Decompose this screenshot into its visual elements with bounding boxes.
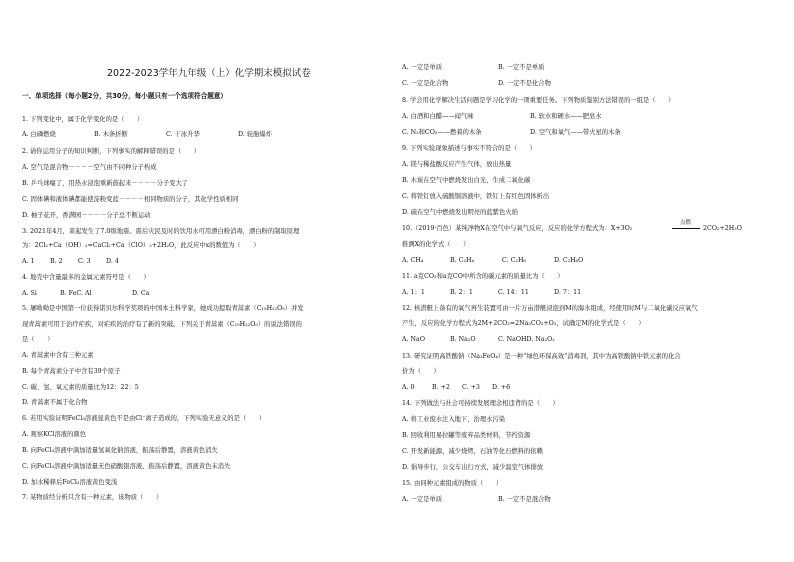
q14-option-b: B. 回收利用易拉罐等废弃品类材料，节约资源 bbox=[402, 432, 531, 439]
q15-option-b: B. 一定不是混合物 bbox=[498, 496, 551, 503]
q6-option-c: C. 向FeCl₃溶液中滴加适量无色硝酸银溶液，振荡后静置，溶液黄色未消失 bbox=[22, 463, 231, 470]
q13-option-a: A. 0 bbox=[402, 384, 415, 391]
question-13-line-2: 价为（ ） bbox=[402, 368, 440, 375]
q11-option-b: B. 2：1 bbox=[450, 289, 473, 296]
q9-option-b: B. 木炭在空气中燃烧发出白光，生成二氧化碳 bbox=[402, 177, 531, 184]
section-heading: 一、单项选择（每小题2分，共30分，每小题只有一个选项符合题意） bbox=[22, 92, 227, 100]
q2-option-d: D. 柚子花开，香满园－－－－分子总不断运动 bbox=[22, 212, 151, 219]
q2-option-c: C. 固体碘和液体碘都能使淀粉变蓝－－－－相同物质的分子，其化学性质相同 bbox=[22, 196, 239, 203]
q2-option-a: A. 空气是混合物－－－－空气由不同种分子构成 bbox=[22, 164, 157, 171]
q5-option-d: D. 青蒿素不属于化合物 bbox=[22, 399, 88, 406]
question-14: 14. 下列做法与社会可持续发展理念相违背的是（ ） bbox=[402, 400, 559, 407]
q14-option-c: C. 开发新能源，减少烧烤，石油等化石燃料的依赖 bbox=[402, 448, 543, 455]
q11-option-c: C. 14：11 bbox=[498, 289, 529, 296]
reaction-arrow-line bbox=[672, 228, 700, 229]
q12-option-b: B. Na₂O bbox=[450, 336, 476, 343]
question-10-line-2: 推测X的化学式（ ） bbox=[402, 241, 470, 248]
q13-option-b: B. +2 bbox=[432, 384, 450, 391]
question-11: 11. a克CO₂和a克CO中所含的碳元素的质量比为（ ） bbox=[402, 273, 564, 280]
question-3-line-1: 3. 2021年4月，莱起发生了7.0级地震。震后灾民及时的饮用水可用漂白粉消毒，漂白粉的制取原理 bbox=[22, 228, 300, 235]
q14-option-a: A. 将工业废水注入地下，治理水污染 bbox=[402, 416, 506, 423]
q3-option-c: C. 3 bbox=[78, 258, 91, 265]
q1-option-b: B. 木条折断 bbox=[94, 131, 128, 138]
q4-option-d: D. Ca bbox=[132, 290, 150, 297]
page-title: 2022-2023学年九年级（上）化学期末模拟试卷 bbox=[107, 68, 311, 79]
question-13-line-1: 13. 研究证明高铁酸钠（Na₂FeO₄）是一种“绿色环保高效”消毒剂，其中为高铁酸钠中铁元素的化合 bbox=[402, 353, 681, 360]
q7-option-d: D. 一定不是化合物 bbox=[498, 80, 551, 87]
reaction-condition: 点燃 bbox=[680, 220, 692, 226]
q12-option-a: A. NaO bbox=[402, 336, 425, 343]
q7-option-a: A. 一定是单质 bbox=[402, 64, 443, 71]
q3-option-a: A. 1 bbox=[22, 258, 35, 265]
question-1: 1. 下列变化中，属于化学变化的是（ ） bbox=[22, 116, 144, 123]
q10-option-a: A. CH₄ bbox=[402, 257, 424, 264]
q10-option-c: C. C₂H₆ bbox=[502, 257, 526, 264]
question-12-line-2: 产生，反应的化学方程式为2M+2CO₂=2Na₂CO₃+O₂，试确定M的化学式是（ ） bbox=[402, 320, 645, 327]
q3-option-d: D. 4 bbox=[106, 258, 119, 265]
q14-option-d: D. 倡导步行，公交车出行方式，减少温室气体排放 bbox=[402, 464, 544, 471]
q9-option-a: A. 镁与稀盐酸反应产生气体，放出热量 bbox=[402, 161, 512, 168]
q2-option-b: B. 乒乓球瘪了，用热水浸泡重新鼓起来－－－－分子变大了 bbox=[22, 180, 189, 187]
q7-option-b: B. 一定不是单质 bbox=[498, 64, 545, 71]
q11-option-a: A. 1：1 bbox=[402, 289, 425, 296]
q5-option-b: B. 每个青蒿素分子中含有39个原子 bbox=[22, 368, 121, 375]
q11-option-d: D. 7：11 bbox=[554, 289, 582, 296]
question-6: 6. 若用实验证明FeCl₃溶液显黄色不是由Cl⁻离子造成的，下列实验无意义的是（ ） bbox=[22, 415, 266, 422]
q13-option-c: C. +3 bbox=[462, 384, 480, 391]
q7-option-c: C. 一定是化合物 bbox=[402, 80, 449, 87]
q4-option-a: A. Si bbox=[22, 290, 37, 297]
question-9: 9. 下列实验现象描述与事实不符合的是（ ） bbox=[402, 145, 536, 152]
question-5-line-1: 5. 屠呦呦是中国第一位获得诺贝尔科学奖项的中国本土科学家，她成功提取青蒿素（C₁₅H₂₂O₅）并发 bbox=[22, 305, 304, 312]
q6-option-a: A. 观察KCl溶液的颜色 bbox=[22, 431, 86, 438]
q1-option-c: C. 干冰升华 bbox=[166, 131, 200, 138]
question-10-line-1: 10.（2019·百色）某纯净物X在空气中与氧气反应，反应的化学方程式为：X+3O₂ bbox=[402, 225, 633, 232]
question-3-line-2: 为：2Cl₂+Ca（OH）₂=CaCl₂+Ca（ClO）₂+2H₂O，此反应中x的数值为（ ） bbox=[22, 242, 260, 249]
q4-option-bc: B. FeC. Al bbox=[60, 290, 92, 297]
question-12-line-1: 12. 核潜艇上备有的氧气再生装置可由一片万亩潜艇浸泡到M的海水组成，经使用时M与二氧化碳反应氧气 bbox=[402, 305, 698, 312]
q8-option-b: B. 软水和硬水——肥皂水 bbox=[530, 113, 602, 120]
question-2: 2. 请你运用分子的知识判断，下列事实的解释错误的是（ ） bbox=[22, 148, 201, 155]
q3-option-b: B. 2 bbox=[50, 258, 63, 265]
q6-option-d: D. 加水稀释后FeCl₃溶液黄色变浅 bbox=[22, 479, 118, 486]
question-7: 7. 某物质经分析只含有一种元素，该物质（ ） bbox=[22, 494, 163, 501]
q9-option-c: C. 将铁钉放入硫酸铜溶液中，铁钉上有红色固体析出 bbox=[402, 193, 550, 200]
q8-option-c: C. N₂和CO₂——燃着的木条 bbox=[402, 129, 482, 136]
q12-option-cd: C. NaOHD. Na₂O₂ bbox=[498, 336, 555, 343]
question-5-line-3: 是（ ） bbox=[22, 336, 54, 343]
q6-option-b: B. 向FeCl₃溶液中滴加适量氢氧化钠溶液，振荡后静置，溶液黄色消失 bbox=[22, 447, 218, 454]
q9-option-d: D. 硫在空气中燃烧发出明亮的蓝紫色火焰 bbox=[402, 209, 518, 216]
question-8: 8. 学会用化学解决生活问题是学习化学的一项重要任务。下列物质鉴别方法错误的一组是（ ） bbox=[402, 97, 675, 104]
q8-option-d: D. 空气和氧气——带火星的木条 bbox=[530, 129, 621, 136]
q10-option-d: D. C₂H₆O bbox=[554, 257, 584, 264]
q8-option-a: A. 白酒和白醋——闻气味 bbox=[402, 113, 474, 120]
question-5-line-2: 现青蒿素可用于治疗疟疾，对疟疾的治疗有了新的突破。下列关于青蒿素（C₁₅H₂₂O₅）的说法错误的 bbox=[22, 321, 302, 328]
question-15: 15. 由同种元素组成的物质（ ） bbox=[402, 480, 503, 487]
reaction-products: 2CO₂+2H₂O bbox=[703, 225, 742, 232]
q1-option-d: D. 轮胎爆炸 bbox=[238, 131, 273, 138]
question-4: 4. 地壳中含量最多的金属元素符号是（ ） bbox=[22, 274, 150, 281]
q1-option-a: A. 白磷燃烧 bbox=[22, 131, 56, 138]
q13-option-d: D. +6 bbox=[492, 384, 511, 391]
q5-option-a: A. 青蒿素中含有三种元素 bbox=[22, 352, 94, 359]
q5-option-c: C. 碳、氢、氧元素的质量比为12：22：5 bbox=[22, 384, 139, 391]
q15-option-a: A. 一定是单质 bbox=[402, 496, 443, 503]
q10-option-b: B. C₂H₄ bbox=[450, 257, 474, 264]
